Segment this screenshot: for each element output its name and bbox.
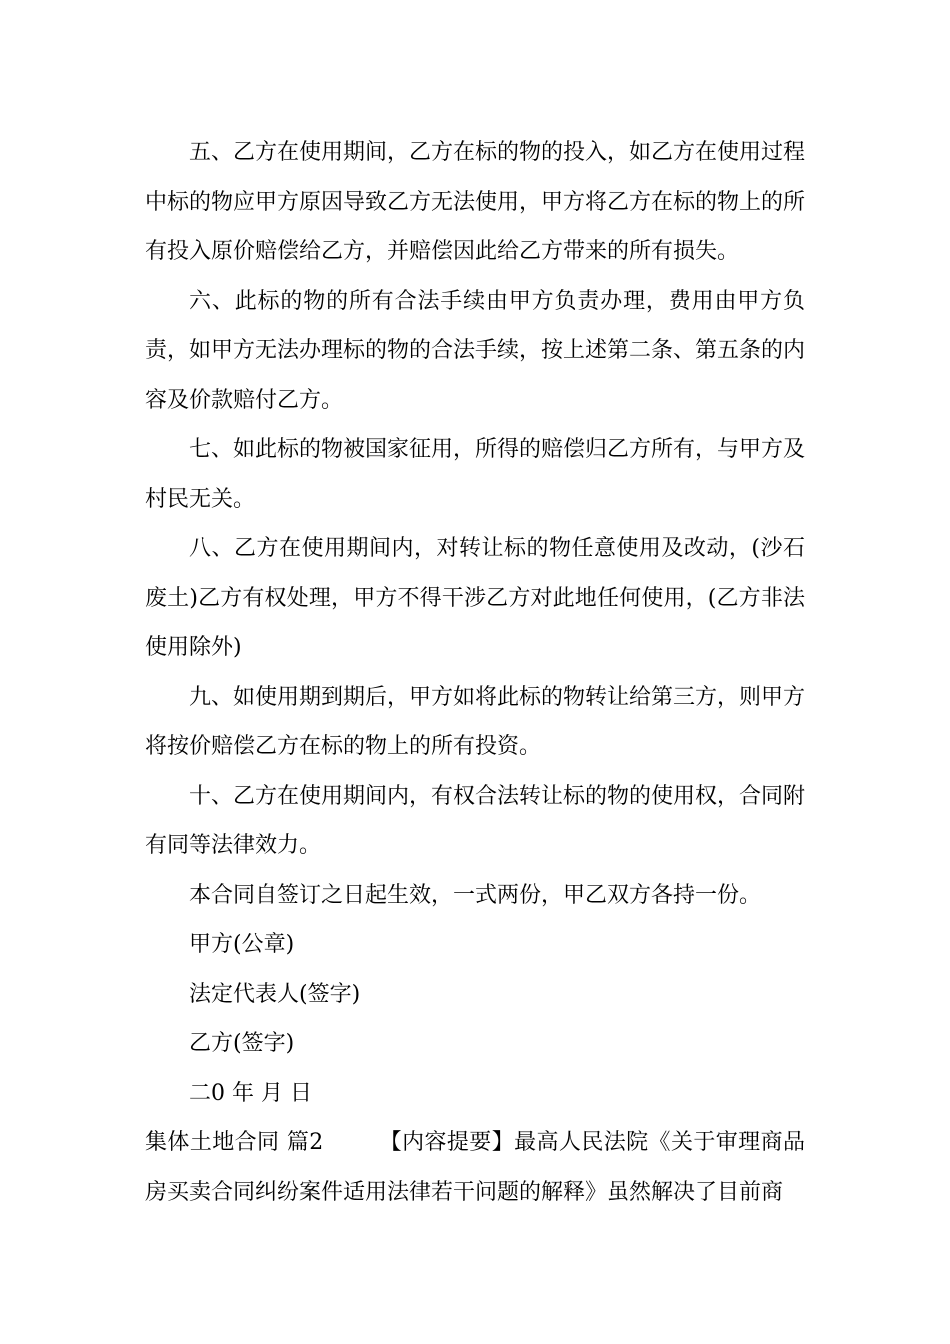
section-2-intro <box>145 1118 805 1217</box>
clause-10: 十、乙方在使用期间内，有权合法转让标的物的使用权，合同附有同等法律效力。 <box>145 783 806 858</box>
signing-date: 二0 年 月 日 <box>189 1080 312 1106</box>
legal-representative-signature: 法定代表人(签字) <box>189 981 361 1007</box>
clause-8: 八、乙方在使用期间内，对转让标的物任意使用及改动，(沙石废土)乙方有权处理，甲方不得干涉乙方对此地任何使用，(乙方非法使用除外) <box>145 536 805 660</box>
effective-clause: 本合同自签订之日起生效，一式两份，甲乙双方各持一份。 <box>189 882 762 908</box>
clause-5: 五、乙方在使用期间，乙方在标的物的投入，如乙方在使用过程中标的物应甲方原因导致乙方无法使用，甲方将乙方在标的物上的所有投入原价赔偿给乙方，并赔偿因此给乙方带来的所有损失。 <box>145 140 806 264</box>
document-body <box>145 128 805 1217</box>
clause-7: 七、如此标的物被国家征用，所得的赔偿归乙方所有，与甲方及村民无关。 <box>145 437 806 512</box>
party-a-seal: 甲方(公章) <box>189 932 295 957</box>
clause-9: 九、如使用期到期后，甲方如将此标的物转让给第三方，则甲方将按价赔偿乙方在标的物上的所有投资。 <box>145 684 806 759</box>
party-b-signature: 乙方(签字) <box>189 1031 295 1056</box>
section-2-title: 集体土地合同 篇2 <box>145 1130 324 1155</box>
clause-6: 六、此标的物的所有合法手续由甲方负责办理，费用由甲方负责，如甲方无法办理标的物的合法手续，按上述第二条、第五条的内容及价款赔付乙方。 <box>145 288 806 413</box>
section-2-summary: 【内容提要】最高人民法院《关于审理商品房买卖合同纠纷案件适用法律若干问题的解释》虽然解决了目前商 <box>145 1130 805 1205</box>
